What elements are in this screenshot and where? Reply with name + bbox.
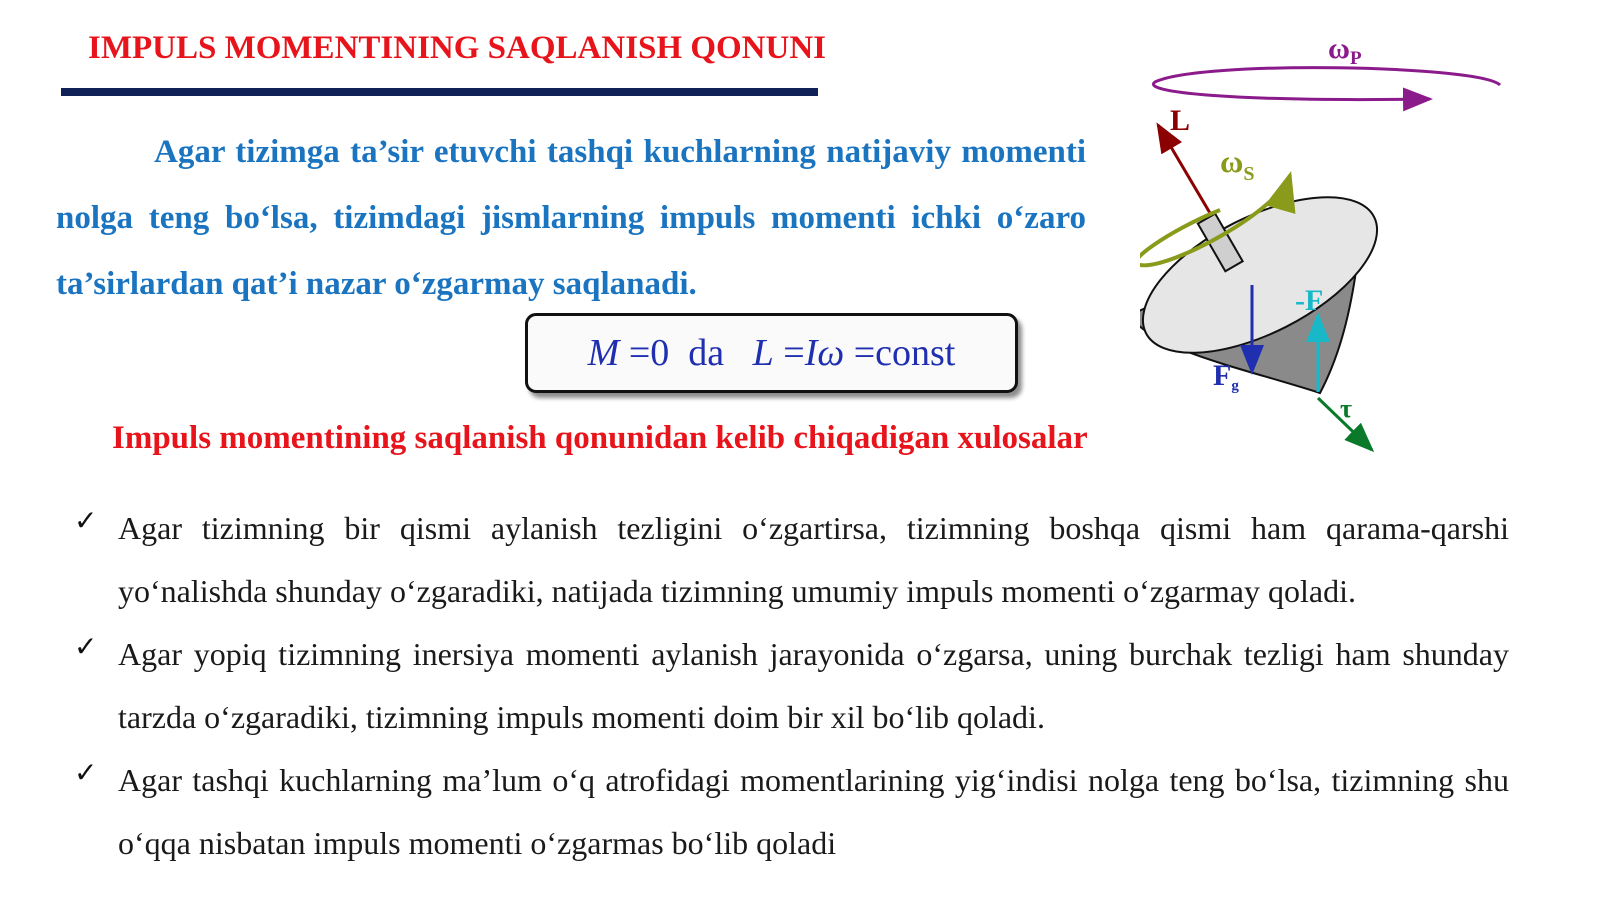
omega-p-label: $\omega_P$ <box>1328 32 1362 69</box>
intro-paragraph: Agar tizimga ta’sir etuvchi tashqi kuchlarning natijaviy momenti nolga teng bo‘lsa, tizimdagi jismlarning impuls momenti ichki o‘zaro ta’sirlardan qat’i nazar o‘zgarmay saqlanadi. <box>56 134 1086 302</box>
formula <box>588 331 956 375</box>
list-item <box>74 497 1509 623</box>
list-item-text: Agar tashqi kuchlarning ma’lum o‘q atrofidagi momentlarining yig‘indisi nolga teng bo‘lsa, tizimning shu o‘qqa nisbatan impuls momenti o‘zgarmas bo‘lib qoladi <box>118 762 1509 861</box>
conclusions-heading: Impuls momentining saqlanish qonunidan kelib chiqadigan xulosalar <box>112 420 1088 456</box>
formula-box <box>525 313 1018 393</box>
list-item-text: Agar yopiq tizimning inersiya momenti aylanish jarayonida o‘zgarsa, uning burchak tezligi ham shunday tarzda o‘zgaradiki, tizimning impuls momenti doim bir xil bo‘lib qoladi. <box>118 636 1509 735</box>
formula-M: M <box>587 332 620 374</box>
formula-omega: ω <box>817 332 845 374</box>
list-item-text: Agar tizimning bir qismi aylanish tezligini o‘zgartirsa, tizimning boshqa qismi ham qarama-qarshi yo‘nalishda shunday o‘zgaradiki, natijada tizimning umumiy impuls momenti o‘zgarmay qoladi. <box>118 510 1509 609</box>
minus-F-label: -F <box>1295 284 1324 317</box>
page-title: IMPULS MOMENTINING SAQLANISH QONUNI <box>88 30 826 66</box>
checkmark-icon: ✓ <box>74 756 98 789</box>
tau-label: τ <box>1340 394 1352 423</box>
Fg-label: Fg <box>1213 359 1239 394</box>
list-item <box>74 623 1509 749</box>
formula-I: I <box>804 332 818 374</box>
formula-const: =const <box>844 332 956 374</box>
omega-s-label: $\omega_S$ <box>1220 143 1255 185</box>
formula-eq-zero: =0 da <box>619 332 753 374</box>
spinning-top-diagram <box>1140 20 1540 470</box>
list-item <box>74 749 1509 875</box>
title-underline <box>61 88 818 96</box>
checkmark-icon: ✓ <box>74 504 98 537</box>
precession-arrow <box>1153 68 1500 100</box>
conclusions-list <box>74 497 1509 875</box>
L-label: L <box>1170 104 1191 137</box>
checkmark-icon: ✓ <box>74 630 98 663</box>
formula-L: L <box>752 332 774 374</box>
formula-eq: = <box>773 332 805 374</box>
